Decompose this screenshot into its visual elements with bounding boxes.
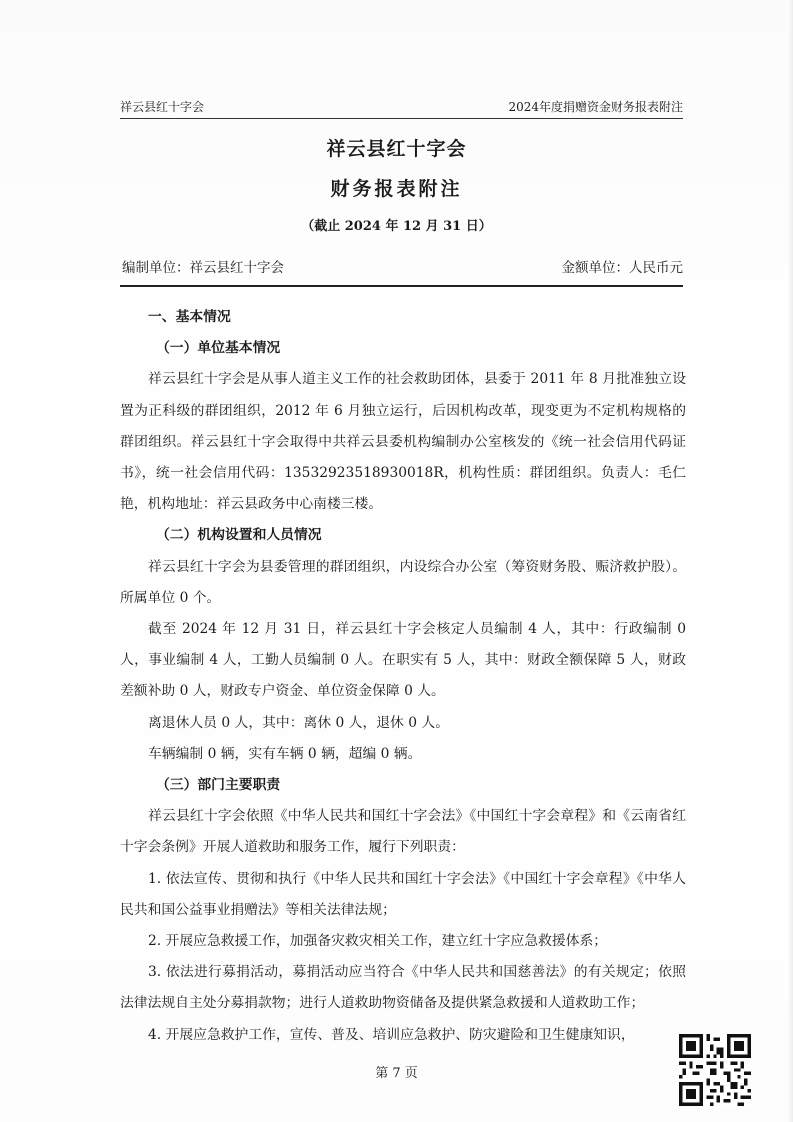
header-rule — [120, 118, 683, 119]
preparing-unit: 编制单位：祥云县红十字会 — [122, 260, 284, 276]
subsection-heading: （二）机构设置和人员情况 — [156, 527, 322, 544]
paragraph: 截至 2024 年 12 月 31 日，祥云县红十字会核定人员编制 4 人，其中：行政编制 0 人，事业编制 4 人，工勤人员编制 0 人。在职实有 5 人，其中：财政全额保障 5 人，财政差额补助 0 人，财政专户资金、单位资金保障 0 人。 — [120, 621, 686, 700]
report-subtitle: 财务报表附注 — [330, 178, 463, 200]
page-number: 第 7 页 — [375, 1066, 418, 1081]
subsection-heading: （三）部门主要职责 — [156, 777, 281, 794]
body-text — [120, 302, 686, 1051]
paragraph: 祥云县红十字会是从事人道主义工作的社会救助团体，县委于 2011 年 8 月批准独立设置为正科级的群团组织，2012 年 6 月独立运行，后因机构改革，现变更为不定机构规格的群团组织。祥云县红十字会取得中共祥云县委机构编制办公室核发的《统一社会信用代码证书》，统一社会信用代码：13532923518930018R，机构性质：群团组织。负责人：毛仁艳，机构地址：祥云县政务中心南楼三楼。 — [120, 371, 686, 513]
list-item: 1. 依法宣传、贯彻和执行《中华人民共和国红十字会法》《中国红十字会章程》《中华人民共和国公益事业捐赠法》等相关法律法规； — [120, 870, 686, 918]
qr-code-icon — [679, 1034, 751, 1106]
paragraph: 离退休人员 0 人，其中：离休 0 人，退休 0 人。 — [148, 714, 449, 731]
header-doc-title: 2024年度捐赠资金财务报表附注 — [508, 100, 683, 114]
running-header — [120, 98, 683, 116]
header-org: 祥云县红十字会 — [120, 100, 205, 114]
list-item: 2. 开展应急救援工作，加强备灾救灾相关工作，建立红十字应急救援体系； — [148, 933, 608, 950]
paragraph: 祥云县红十字会依照《中华人民共和国红十字会法》《中国红十字会章程》和《云南省红十字会条例》开展人道救助和服务工作，履行下列职责： — [120, 808, 686, 856]
paragraph: 车辆编制 0 辆，实有车辆 0 辆，超编 0 辆。 — [148, 745, 422, 762]
subsection-heading: （一）单位基本情况 — [156, 340, 281, 357]
section-heading: 一、基本情况 — [148, 309, 231, 325]
meta-line — [120, 258, 683, 278]
list-item: 4. 开展应急救护工作，宣传、普及、培训应急救护、防灾避险和卫生健康知识， — [148, 1026, 635, 1043]
page-edge-shadow — [787, 0, 793, 1122]
report-date: （截止 2024 年 12 月 31 日） — [301, 219, 492, 234]
currency-unit: 金额单位：人民币元 — [561, 260, 683, 276]
report-title: 祥云县红十字会 — [326, 138, 467, 160]
paragraph: 祥云县红十字会为县委管理的群团组织，内设综合办公室（筹资财务股、赈济救护股）。所属单位 0 个。 — [120, 558, 686, 606]
list-item: 3. 依法进行募捐活动，募捐活动应当符合《中华人民共和国慈善法》的有关规定；依照法律法规自主处分募捐款物；进行人道救助物资储备及提供紧急救援和人道救助工作； — [120, 964, 686, 1012]
meta-rule — [120, 285, 683, 287]
